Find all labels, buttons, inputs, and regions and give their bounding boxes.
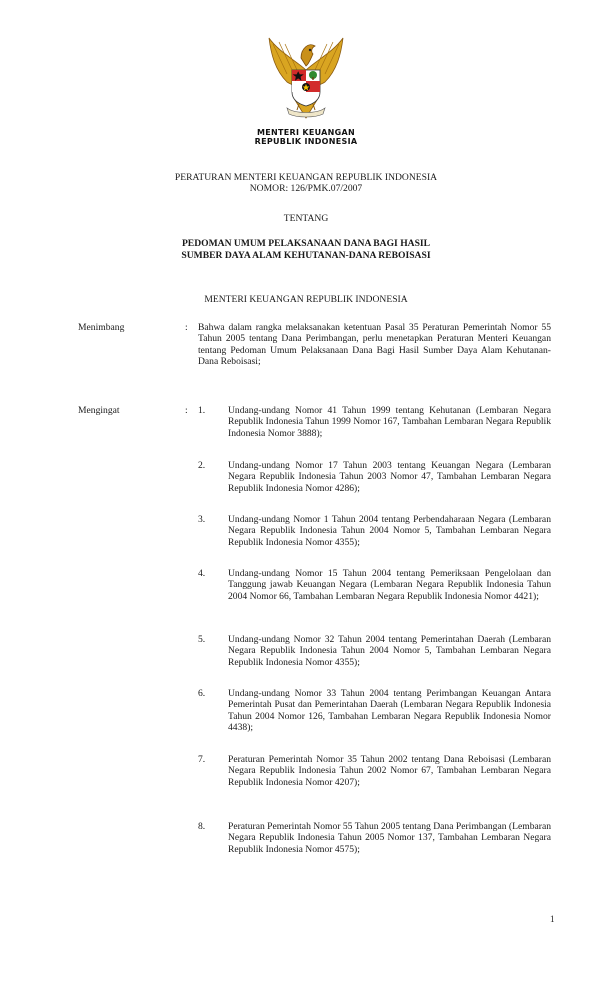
list-item-number: 2. <box>198 460 206 471</box>
list-item-number: 4. <box>198 568 206 579</box>
list-item <box>228 568 551 602</box>
minister-heading: MENTERI KEUANGAN REPUBLIK INDONESIA <box>204 294 408 305</box>
list-item-text: Undang-undang Nomor 15 Tahun 2004 tentang Pemeriksaan Pengelolaan dan Tanggung jawab Keuangan Negara (Lembaran Negara Republik Indonesia Tahun 2004 Nomor 66, Tambahan Lembaran Negara Republik Indonesia Nomor 4421); <box>228 568 551 602</box>
emblem-caption-line1: MENTERI KEUANGAN <box>256 128 356 137</box>
list-item-text: Undang-undang Nomor 41 Tahun 1999 tentang Kehutanan (Lembaran Negara Republik Indonesia Tahun 1999 Nomor 167, Tambahan Lembaran Negara Republik Indonesia Nomor 3888); <box>228 405 551 439</box>
mengingat-label: Mengingat <box>78 405 120 416</box>
menimbang-text <box>198 322 551 368</box>
menimbang-label: Menimbang <box>78 322 125 333</box>
list-item-number: 1. <box>198 405 206 416</box>
list-item-number: 6. <box>198 688 206 699</box>
list-item <box>228 460 551 494</box>
list-item-text: Peraturan Pemerintah Nomor 35 Tahun 2002 tentang Dana Reboisasi (Lembaran Negara Republik Indonesia Tahun 2002 Nomor 67, Tambahan Lembaran Negara Republik Indonesia Nomor 4207); <box>228 754 551 788</box>
regulation-number: NOMOR: 126/PMK.07/2007 <box>249 183 363 194</box>
emblem-caption-line2: REPUBLIK INDONESIA <box>254 137 358 146</box>
list-item <box>228 754 551 788</box>
mengingat-colon: : <box>185 405 188 416</box>
list-item-number: 8. <box>198 821 206 832</box>
subject-line-2: SUMBER DAYA ALAM KEHUTANAN-DANA REBOISASI <box>181 250 431 261</box>
menimbang-colon: : <box>185 322 188 333</box>
list-item-number: 7. <box>198 754 206 765</box>
garuda-emblem-icon <box>265 30 347 130</box>
list-item <box>228 514 551 548</box>
list-item-number: 5. <box>198 634 206 645</box>
tentang-heading: TENTANG <box>283 213 329 224</box>
list-item <box>228 634 551 668</box>
regulation-title: PERATURAN MENTERI KEUANGAN REPUBLIK INDONESIA <box>174 172 438 183</box>
list-item-text: Undang-undang Nomor 33 Tahun 2004 tentang Perimbangan Keuangan Antara Pemerintah Pusat dan Pemerintahan Daerah (Lembaran Negara Republik Indonesia Tahun 2004 Nomor 126, Tambahan Lembaran Negara Republik Indonesia Nomor 4438); <box>228 688 551 734</box>
list-item <box>228 821 551 855</box>
list-item-text: Undang-undang Nomor 1 Tahun 2004 tentang Perbendaharaan Negara (Lembaran Negara Republik Indonesia Tahun 2004 Nomor 5, Tambahan Lembaran Negara Republik Indonesia Nomor 4355); <box>228 514 551 548</box>
list-item-text: Undang-undang Nomor 17 Tahun 2003 tentang Keuangan Negara (Lembaran Negara Republik Indonesia Tahun 2003 Nomor 47, Tambahan Lembaran Negara Republik Indonesia Nomor 4286); <box>228 460 551 494</box>
list-item-number: 3. <box>198 514 206 525</box>
menimbang-paragraph: Bahwa dalam rangka melaksanakan ketentuan Pasal 35 Peraturan Pemerintah Nomor 55 Tahun 2005 tentang Dana Perimbangan, perlu menetapkan Peraturan Menteri Keuangan tentang Pedoman Umum Pelaksanaan Dana Bagi Hasil Sumber Daya Alam Kehutanan-Dana Reboisasi; <box>198 322 551 368</box>
list-item <box>228 405 551 439</box>
subject-line-1: PEDOMAN UMUM PELAKSANAAN DANA BAGI HASIL <box>181 238 431 249</box>
emblem-caption <box>240 128 372 146</box>
page-number: 1 <box>550 914 555 924</box>
list-item-text: Peraturan Pemerintah Nomor 55 Tahun 2005 tentang Dana Perimbangan (Lembaran Negara Republik Indonesia Tahun 2005 Nomor 137, Tambahan Lembaran Negara Republik Indonesia Nomor 4575); <box>228 821 551 855</box>
list-item <box>228 688 551 734</box>
list-item-text: Undang-undang Nomor 32 Tahun 2004 tentang Pemerintahan Daerah (Lembaran Negara Republik Indonesia Tahun 2004 Nomor 5, Tambahan Lembaran Negara Republik Indonesia Nomor 4355); <box>228 634 551 668</box>
